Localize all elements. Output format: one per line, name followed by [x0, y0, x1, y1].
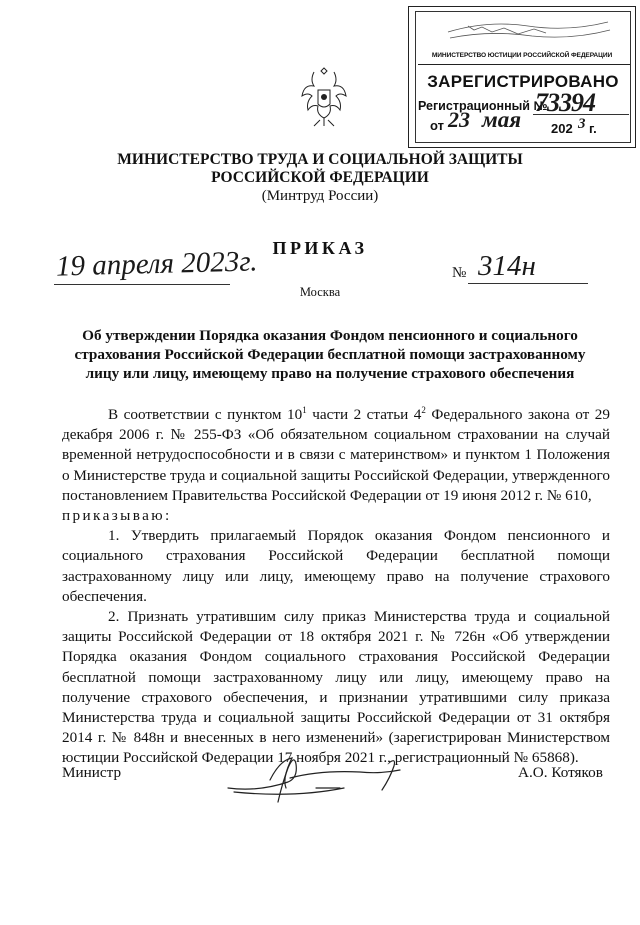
preamble-text-1: В соответствии с пунктом 10	[108, 406, 303, 423]
stamp-day: 23	[448, 107, 470, 132]
superscript-2: 2	[421, 404, 426, 415]
superscript-1: 1	[302, 404, 307, 415]
order-item-1: 1. Утвердить прилагаемый Порядок оказания Фондом пенсионного и социального страхования Российской Федерации бесплатной помощи застрахованному лицу или лицу, имеющему право на получение страхового обеспечения.	[62, 527, 610, 605]
order-subject: Об утверждении Порядка оказания Фондом пенсионного и социального страхования Российской Федерации бесплатной помощи застрахованному лицу или лицу, имеющему право на получение страхового обеспечения	[74, 327, 586, 382]
stamp-reg-number-underline	[533, 114, 629, 115]
stamp-month: мая	[482, 107, 522, 132]
stamp-year-handwritten: 3	[578, 116, 586, 132]
order-number-underline	[468, 283, 588, 284]
stamp-ministry: МИНИСТЕРСТВО ЮСТИЦИИ РОССИЙСКОЙ ФЕДЕРАЦИИ	[431, 52, 613, 59]
handwritten-signature	[220, 748, 420, 808]
order-number-label: №	[452, 265, 467, 281]
signer-title: Министр	[62, 764, 122, 781]
order-title: ПРИКАЗ	[272, 238, 368, 258]
city: Москва	[299, 285, 341, 299]
stamp-year-suffix: г.	[589, 121, 597, 136]
order-date: 19 апреля 2023г.	[55, 245, 258, 283]
order-word-paragraph	[62, 506, 610, 526]
signer-name: А.О. Котяков	[518, 764, 603, 781]
stamp-registered: ЗАРЕГИСТРИРОВАНО	[427, 72, 619, 91]
preamble-text-2: части 2 статьи 4	[306, 406, 422, 423]
stamp-reg-number: 73394	[535, 88, 595, 117]
stamp-year: 202	[551, 121, 573, 136]
stamp-reg-number-label: Регистрационный №	[418, 99, 548, 113]
ministry-short-name: (Минтруд России)	[261, 188, 379, 204]
stamp-date-prefix: от	[430, 118, 444, 133]
order-number: 314н	[478, 250, 536, 282]
preamble-text-3: Федерального закона от 29 декабря 2006 г. № 255-ФЗ «Об обязательном социальном страховании на случай временной нетрудоспособности и в связи с материнством» и пунктом 1 Положения о Министерстве труда и социальной защиты Российской Федерации, утвержденного постановлением Правительства Российской Федерации от 19 июня 2012 г. № 610,	[62, 406, 610, 504]
coat-of-arms-icon	[298, 62, 350, 130]
stamp-emblem-smudge	[428, 12, 624, 50]
preamble-paragraph	[62, 405, 610, 506]
stamp-divider	[418, 64, 630, 65]
ministry-name-line2: РОССИЙСКОЙ ФЕДЕРАЦИИ	[211, 169, 429, 186]
order-word: приказываю:	[62, 507, 172, 525]
order-body	[62, 405, 610, 769]
order-item-2: 2. Признать утратившим силу приказ Министерства труда и социальной защиты Российской Федерации от 18 октября 2021 г. № 726н «Об утверждении Порядка оказания Фондом социального страхования Российской Федерации бесплатной помощи застрахованному лицу или лицу, имеющему право на получение страхового обеспечения, и признании утратившими силу приказа Министерства труда и социальной защиты Российской Федерации от 31 октября 2014 г. № 848н и внесенных в него изменений» (зарегистрирован Министерством юстиции Российской Федерации 17 ноября 2021 г., регистрационный № 65868).	[62, 608, 610, 767]
ministry-name-line1: МИНИСТЕРСТВО ТРУДА И СОЦИАЛЬНОЙ ЗАЩИТЫ	[117, 151, 523, 168]
